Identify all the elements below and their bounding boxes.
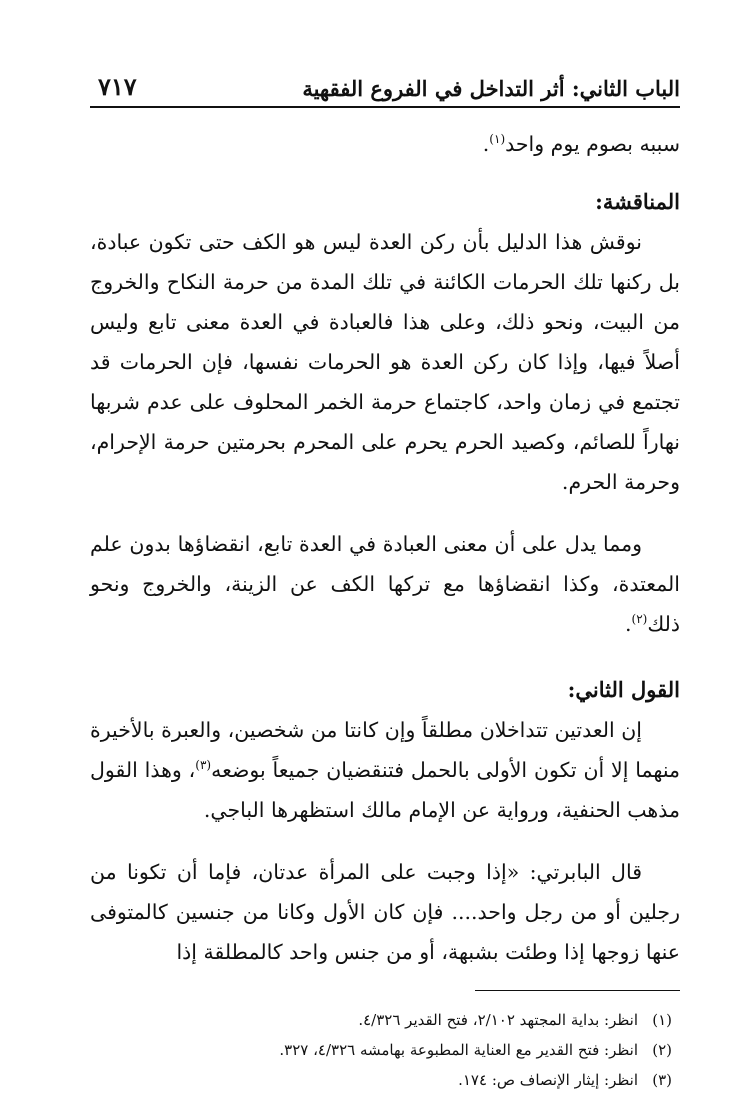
running-title: الباب الثاني: أثر التداخل في الفروع الفقهية <box>302 76 680 101</box>
second-opinion-paragraph-2: قال البابرتي: «إذا وجبت على المرأة عدتان، فإما أن تكونا من رجلين أو من رجل واحد.... فإن كان الأول وكانا من جنسين كالمتوفى عنها زوجها إذا وطئت بشبهة، أو من جنس واحد كالمطلقة إذا <box>90 860 680 964</box>
footnotes <box>90 1005 680 1095</box>
footnote-text: انظر: بداية المجتهد ٢/١٠٢، فتح القدير ٤/٣٢٦. <box>358 1011 638 1029</box>
footnote-separator <box>475 990 680 991</box>
second-opinion-paragraph-1-text: إن العدتين تتداخلان مطلقاً وإن كانتا من شخصين، والعبرة بالأخيرة منهما إلا أن تكون الأولى بالحمل فتنقضيان جميعاً بوضعه <box>90 718 680 782</box>
page-header <box>90 62 680 108</box>
footnote-text: انظر: إيثار الإنصاف ص: ١٧٤. <box>458 1071 638 1089</box>
page-body <box>90 124 680 972</box>
footnote-number: (٢) <box>652 1041 672 1059</box>
footnote-number: (١) <box>652 1011 672 1029</box>
footnote-ref-1: (١) <box>489 132 506 147</box>
discussion-paragraph-2-end: . <box>624 612 632 636</box>
discussion-paragraph-2-text: ومما يدل على أن معنى العبادة في العدة تابع، انقضاؤها بدون علم المعتدة، وكذا انقضاؤها مع تركها الكف عن الزينة، والخروج ونحو ذلك <box>90 532 680 636</box>
footnote-item <box>90 1005 672 1035</box>
carryover-end: . <box>482 132 490 156</box>
book-page <box>90 62 680 1095</box>
discussion-heading: المناقشة: <box>595 189 680 214</box>
footnote-item <box>90 1065 672 1095</box>
footnote-ref-2: (٢) <box>631 612 648 627</box>
second-opinion-paragraph-1 <box>90 710 680 830</box>
discussion-paragraph-1: نوقش هذا الدليل بأن ركن العدة ليس هو الكف حتى تكون عبادة، بل ركنها تلك الحرمات الكائنة في تلك المدة من حرمة النكاح والخروج من البيت، ونحو ذلك، وعلى هذا فالعبادة في العدة معنى تابع وليس أصلاً فيها، وإذا كان ركن العدة هو الحرمات نفسها، فإن الحرمات قد تجتمع في زمان واحد، كاجتماع حرمة الخمر المحلوف على عدم شربها نهاراً للصائم، وكصيد الحرم يحرم على المحرم بحرمتين حرمة الإحرام، وحرمة الحرم. <box>90 230 680 494</box>
second-opinion-paragraph-1-end: ، وهذا القول مذهب الحنفية، ورواية عن الإمام مالك استظهرها الباجي. <box>90 758 680 822</box>
carryover-paragraph <box>90 124 680 164</box>
footnote-number: (٣) <box>652 1071 672 1089</box>
carryover-text: سببه بصوم يوم واحد <box>505 132 680 156</box>
page-number: ٧١٧ <box>98 72 137 101</box>
second-opinion-heading: القول الثاني: <box>567 677 680 702</box>
footnote-item <box>90 1035 672 1065</box>
footnote-text: انظر: فتح القدير مع العناية المطبوعة بهامشه ٤/٣٢٦، ٣٢٧. <box>279 1041 638 1059</box>
discussion-paragraph-2 <box>90 524 680 644</box>
footnote-ref-3: (٣) <box>195 758 212 773</box>
